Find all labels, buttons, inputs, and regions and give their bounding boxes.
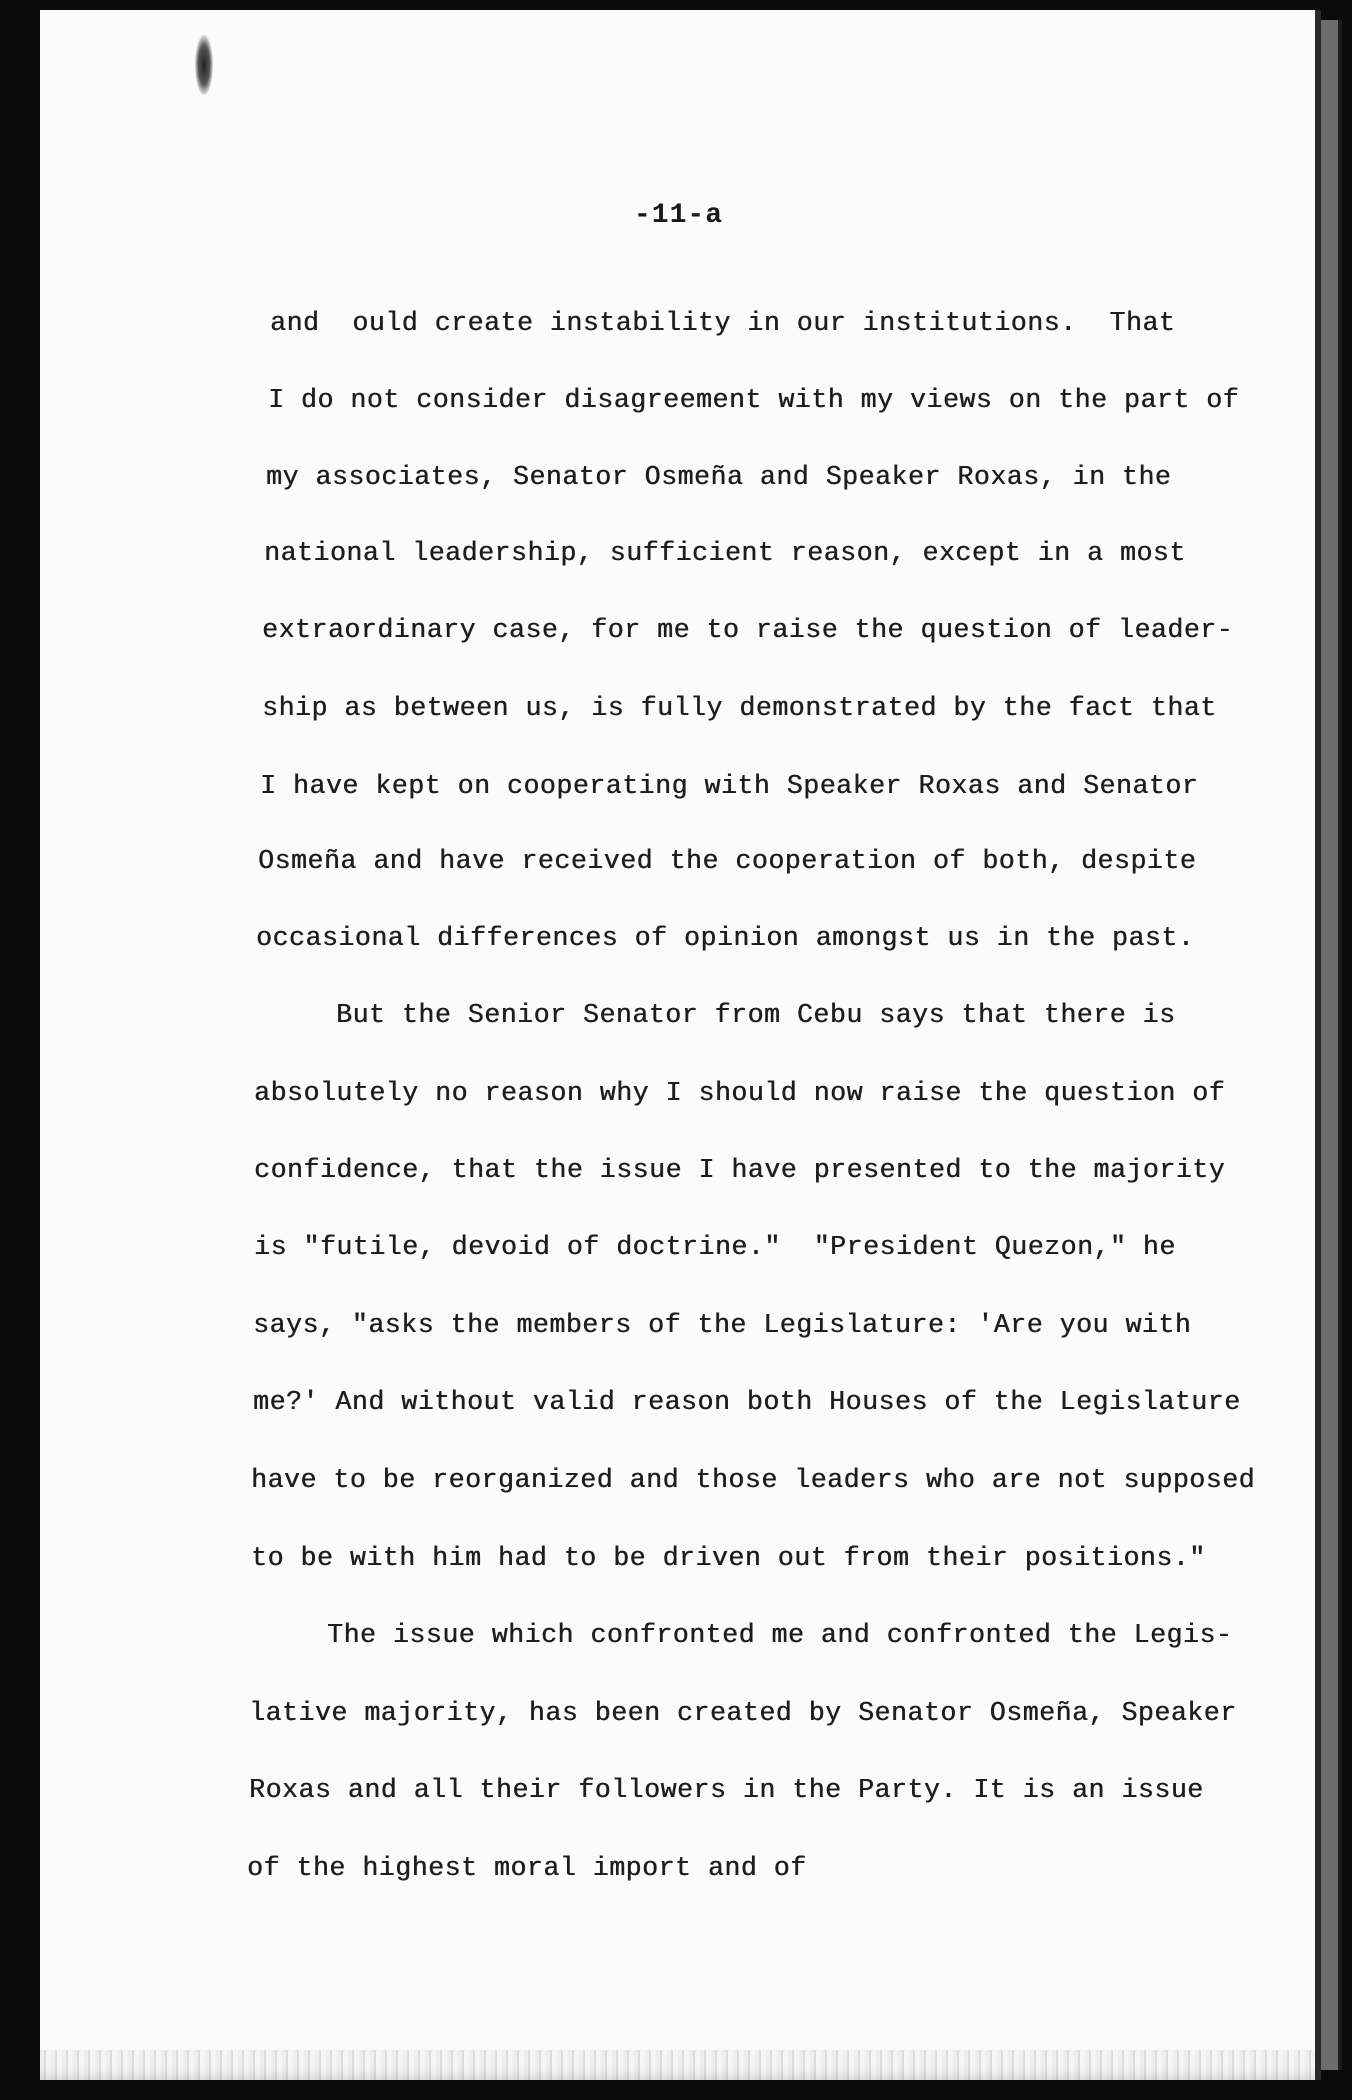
text-line: me?' And without valid reason both Houses of the Legislature: [253, 1387, 1241, 1417]
text-line: I have kept on cooperating with Speaker Roxas and Senator: [260, 771, 1199, 801]
text-line: lative majority, has been created by Senator Osmeña, Speaker: [249, 1698, 1237, 1728]
text-line: absolutely no reason why I should now raise the question of: [254, 1078, 1226, 1108]
text-line: extraordinary case, for me to raise the question of leader-: [262, 615, 1234, 645]
text-line: Roxas and all their followers in the Party. It is an issue: [249, 1775, 1204, 1805]
page-stack-edge: [1318, 20, 1342, 2070]
ink-blot: [195, 35, 213, 95]
text-line: my associates, Senator Osmeña and Speaker Roxas, in the: [266, 462, 1172, 492]
text-line: Osmeña and have received the cooperation of both, despite: [258, 846, 1197, 876]
page-bottom-smudge: [40, 2050, 1315, 2080]
paragraph-start-line: But the Senior Senator from Cebu says that there is: [336, 1000, 1176, 1030]
text-line: have to be reorganized and those leaders who are not supposed: [251, 1465, 1255, 1495]
text-line: and ould create instability in our institutions. That: [270, 308, 1176, 338]
page-number: -11-a: [634, 200, 724, 231]
text-line: to be with him had to be driven out from their positions.": [251, 1543, 1206, 1573]
text-line: is "futile, devoid of doctrine." "President Quezon," he: [254, 1232, 1176, 1262]
text-line: occasional differences of opinion amongst us in the past.: [256, 923, 1195, 953]
text-line: confidence, that the issue I have presented to the majority: [254, 1155, 1226, 1185]
paragraph-start-line: The issue which confronted me and confronted the Legis-: [327, 1620, 1233, 1650]
text-line: I do not consider disagreement with my views on the part of: [268, 385, 1240, 415]
text-line: national leadership, sufficient reason, except in a most: [264, 538, 1186, 568]
text-line: says, "asks the members of the Legislature: 'Are you with: [253, 1310, 1192, 1340]
text-line: of the highest moral import and of: [247, 1853, 807, 1883]
text-line: ship as between us, is fully demonstrated by the fact that: [262, 693, 1217, 723]
document-page: [40, 10, 1321, 2080]
